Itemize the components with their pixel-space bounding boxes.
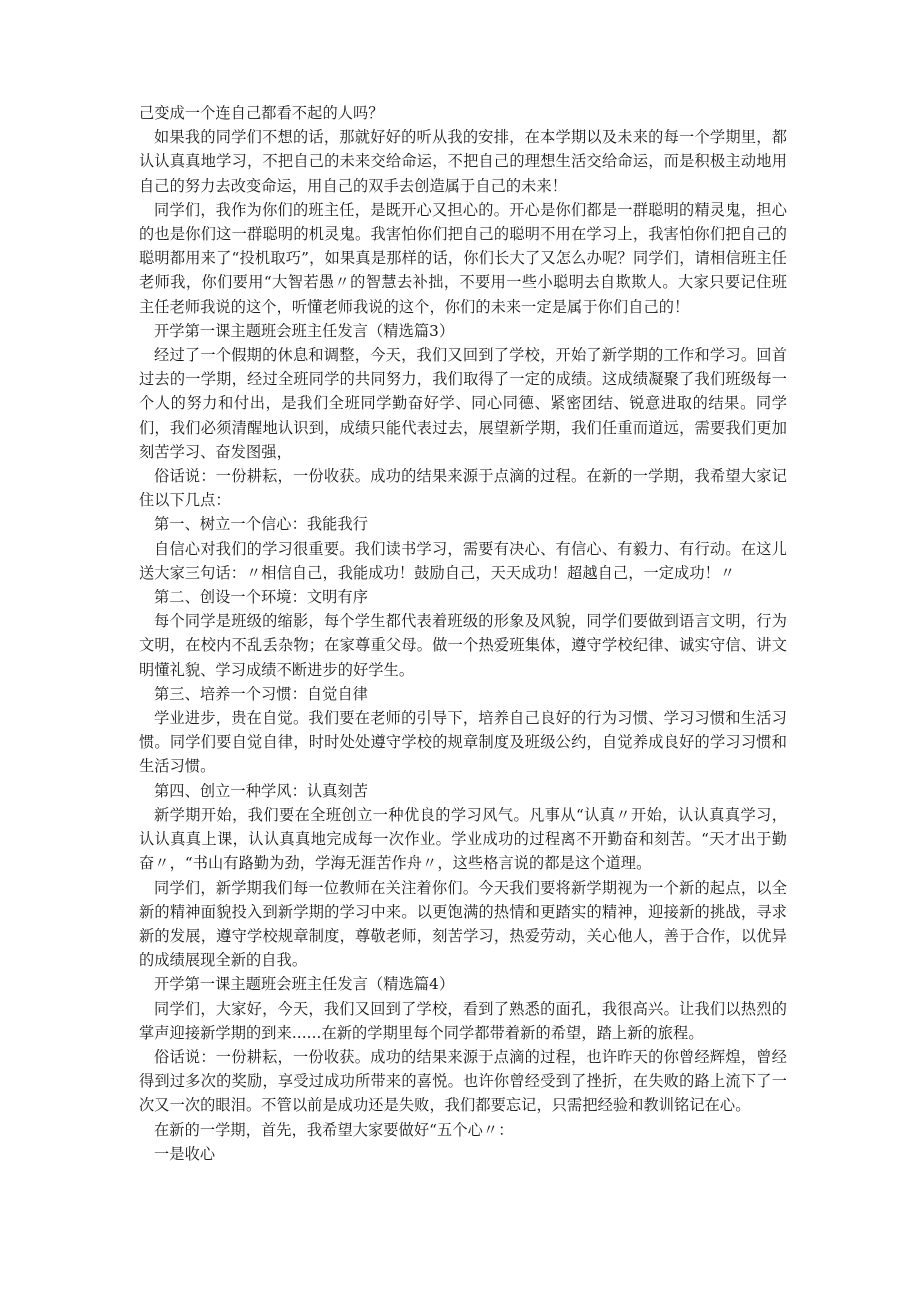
paragraph: 经过了一个假期的休息和调整，今天，我们又回到了学校，开始了新学期的工作和学习。回首过去的一学期，经过全班同学的共同努力，我们取得了一定的成绩。这成绩凝聚了我们班级每一个人的努力和付出，是我们全班同学勤奋好学、同心同德、紧密团结、锐意进取的结果。同学们，我们必须清醒地认识到，成绩只能代表过去，展望新学期，我们任重而道远，需要我们更加刻苦学习、奋发图强， xyxy=(139,346,787,461)
paragraph: 俗话说：一份耕耘，一份收获。成功的结果来源于点滴的过程。在新的一学期，我希望大家记住以下几点： xyxy=(139,467,787,510)
paragraph: 在新的一学期，首先，我希望大家要做好“五个心〃： xyxy=(154,1120,514,1139)
section-heading: 开学第一课主题班会班主任发言（精选篇3） xyxy=(154,321,455,340)
paragraph: 每个同学是班级的缩影，每个学生都代表着班级的形象及风貌，同学们要做到语言文明，行为文明，在校内不乱丢杂物；在家尊重父母。做一个热爱班集体，遵守学校纪律、诚实守信、讲文明懂礼貌、学习成绩不断进步的好学生。 xyxy=(139,612,787,679)
paragraph: 同学们，大家好，今天，我们又回到了学校，看到了熟悉的面孔，我很高兴。让我们以热烈的掌声迎接新学期的到来......在新的学期里每个同学都带着新的希望，踏上新的旅程。 xyxy=(139,999,787,1042)
paragraph: 一是收心 xyxy=(154,1144,216,1163)
paragraph: 自信心对我们的学习很重要。我们读书学习，需要有决心、有信心、有毅力、有行动。在这儿送大家三句话：〃相信自己，我能成功！鼓励自己，天天成功！超越自己，一定成功！〃 xyxy=(139,539,787,582)
paragraph: 新学期开始，我们要在全班创立一种优良的学习风气。凡事从“认真〃开始，认认真真学习，认认真真上课，认认真真地完成每一次作业。学业成功的过程离不开勤奋和刻苦。“天才出于勤奋〃，“书山有路勤为劲，学海无涯苦作舟〃，这些格言说的都是这个道理。 xyxy=(139,805,787,873)
paragraph: 第一、树立一个信心：我能我行 xyxy=(154,515,369,534)
paragraph: 第三、培养一个习惯：自觉自律 xyxy=(154,684,369,703)
paragraph: 同学们，我作为你们的班主任，是既开心又担心的。开心是你们都是一群聪明的精灵鬼，担心的也是你们这一群聪明的机灵鬼。我害怕你们把自己的聪明不用在学习上，我害怕你们把自己的聪明都用来了“投机取巧”，如果真是那样的话，你们长大了又怎么办呢？同学们，请相信班主任老师我，你们要用“大智若愚〃的智慧去补拙，不要用一些小聪明去自欺欺人。大家只要记住班主任老师我说的这个，听懂老师我说的这个，你们的未来一定是属于你们自己的！ xyxy=(139,200,787,316)
section-heading: 开学第一课主题班会班主任发言（精选篇4） xyxy=(154,975,455,994)
paragraph: 同学们，新学期我们每一位教师在关注着你们。今天我们要将新学期视为一个新的起点，以全新的精神面貌投入到新学期的学习中来。以更饱满的热情和更踏实的精神，迎接新的挑战，寻求新的发展，遵守学校规章制度，尊敬老师，刻苦学习，热爱劳动，关心他人，善于合作，以优异的成绩展现全新的自我。 xyxy=(139,878,787,970)
paragraph: 俗话说：一份耕耘，一份收获。成功的结果来源于点滴的过程，也许昨天的你曾经辉煌，曾经得到过多次的奖励，享受过成功所带来的喜悦。也许你曾经受到了挫折，在失败的路上流下了一次又一次的眼泪。不管以前是成功还是失败，我们都要忘记，只需把经验和教训铭记在心。 xyxy=(139,1047,787,1115)
paragraph: 学业进步，贵在自觉。我们要在老师的引导下，培养自己良好的行为习惯、学习习惯和生活习惯。同学们要自觉自律，时时处处遵守学校的规章制度及班级公约，自觉养成良好的学习习惯和生活习惯。 xyxy=(139,709,787,776)
document-body xyxy=(139,101,787,1166)
paragraph: 如果我的同学们不想的话，那就好好的听从我的安排，在本学期以及未来的每一个学期里，都认认真真地学习，不把自己的未来交给命运，不把自己的理想生活交给命运，而是积极主动地用自己的努力去改变命运，用自己的双手去创造属于自己的未来！ xyxy=(139,128,787,195)
paragraph: 第四、创立一种学风：认真刻苦 xyxy=(154,781,369,800)
paragraph: 己变成一个连自己都看不起的人吗？ xyxy=(139,104,384,122)
paragraph: 第二、创设一个环境：文明有序 xyxy=(154,588,369,607)
